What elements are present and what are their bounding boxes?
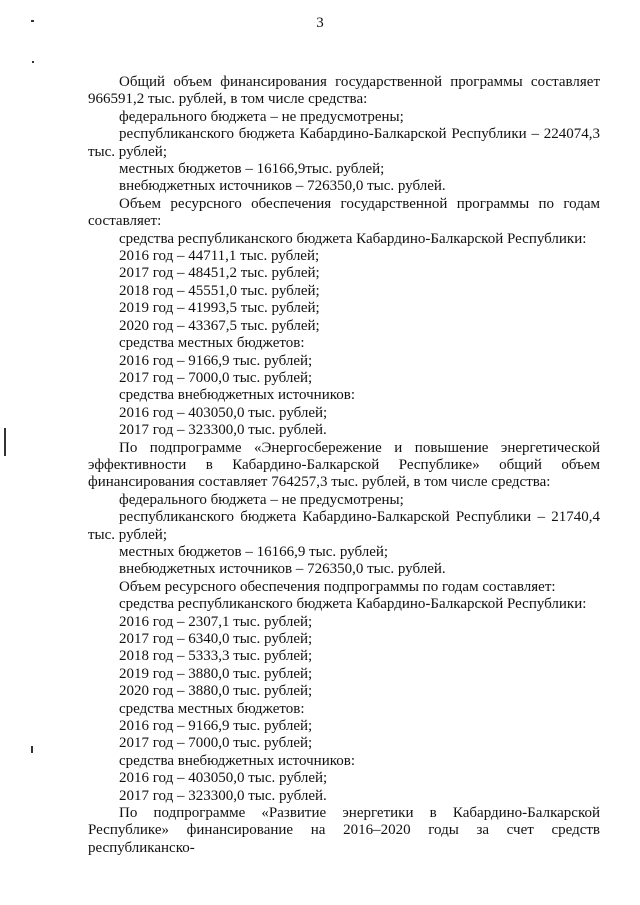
list-item: 2017 год – 6340,0 тыс. рублей;	[119, 631, 313, 647]
list-item: 2017 год – 7000,0 тыс. рублей;	[119, 735, 313, 752]
list-item: 2018 год – 5333,3 тыс. рублей;	[119, 648, 313, 665]
paragraph-total-financing: Общий объем финансирования государственной программы составляет 966591,2 тыс. рублей, в том числе средства:	[88, 74, 600, 108]
page-number: 3	[316, 15, 324, 31]
list-item: местных бюджетов – 16166,9тыс. рублей;	[119, 161, 385, 178]
list-item: 2016 год – 9166,9 тыс. рублей;	[119, 718, 313, 735]
document-body	[88, 74, 600, 857]
list-item: средства местных бюджетов:	[119, 700, 305, 717]
list-item: федерального бюджета – не предусмотрены;	[119, 108, 404, 125]
paragraph-energy-development-subprogram: По подпрограмме «Развитие энергетики в Кабардино-Балкарской Республике» финансирование на 2016–2020 годы за счет средств республиканско-	[88, 805, 600, 856]
list-item: средства внебюджетных источников:	[119, 752, 355, 769]
list-item: внебюджетных источников – 726350,0 тыс. рублей.	[119, 561, 446, 578]
scan-binding-mark	[4, 428, 6, 456]
paragraph-resource-by-year: Объем ресурсного обеспечения государственной программы по годам составляет:	[88, 195, 600, 230]
list-item: средства республиканского бюджета Кабардино-Балкарской Республики:	[119, 596, 587, 613]
list-item: 2019 год – 41993,5 тыс. рублей;	[119, 300, 320, 317]
list-item: 2020 год – 43367,5 тыс. рублей;	[119, 317, 320, 334]
list-item: 2017 год – 48451,2 тыс. рублей;	[119, 265, 320, 282]
paragraph-energy-saving-subprogram: По подпрограмме «Энергосбережение и повышение энергетической эффективности в Кабардино-Балкарской Республике» общий объем финансирования составляет 764257,3 тыс. рублей, в том числе средства:	[88, 439, 600, 491]
list-item: внебюджетных источников – 726350,0 тыс. рублей.	[119, 178, 446, 195]
list-item: средства местных бюджетов:	[119, 335, 305, 352]
list-item: 2016 год – 403050,0 тыс. рублей;	[119, 770, 328, 787]
list-item: 2020 год – 3880,0 тыс. рублей;	[119, 683, 313, 700]
list-item: 2017 год – 7000,0 тыс. рублей;	[119, 369, 313, 386]
paragraph-subprogram-republic-budget: республиканского бюджета Кабардино-Балкарской Республики – 21740,4 тыс. рублей;	[88, 509, 600, 543]
paragraph-republic-budget: республиканского бюджета Кабардино-Балкарской Республики – 224074,3 тыс. рублей;	[88, 126, 600, 160]
list-item: 2016 год – 9166,9 тыс. рублей;	[119, 352, 313, 369]
list-item: 2019 год – 3880,0 тыс. рублей;	[119, 665, 313, 682]
list-item: 2016 год – 44711,1 тыс. рублей;	[119, 248, 320, 265]
list-item: средства внебюджетных источников:	[119, 387, 355, 404]
list-item: 2017 год – 323300,0 тыс. рублей.	[119, 787, 327, 804]
list-item: Объем ресурсного обеспечения подпрограммы по годам составляет:	[119, 578, 556, 595]
list-item: средства республиканского бюджета Кабардино-Балкарской Республики:	[119, 230, 587, 247]
list-item: 2016 год – 2307,1 тыс. рублей;	[119, 613, 313, 630]
list-item: 2018 год – 45551,0 тыс. рублей;	[119, 282, 320, 299]
list-item: местных бюджетов – 16166,9 тыс. рублей;	[119, 543, 389, 560]
list-item: 2016 год – 403050,0 тыс. рублей;	[119, 404, 328, 421]
scan-binding-mark	[31, 746, 33, 753]
list-item: 2017 год – 323300,0 тыс. рублей.	[119, 422, 327, 439]
scan-speck	[32, 61, 34, 63]
list-item: федерального бюджета – не предусмотрены;	[119, 491, 404, 508]
